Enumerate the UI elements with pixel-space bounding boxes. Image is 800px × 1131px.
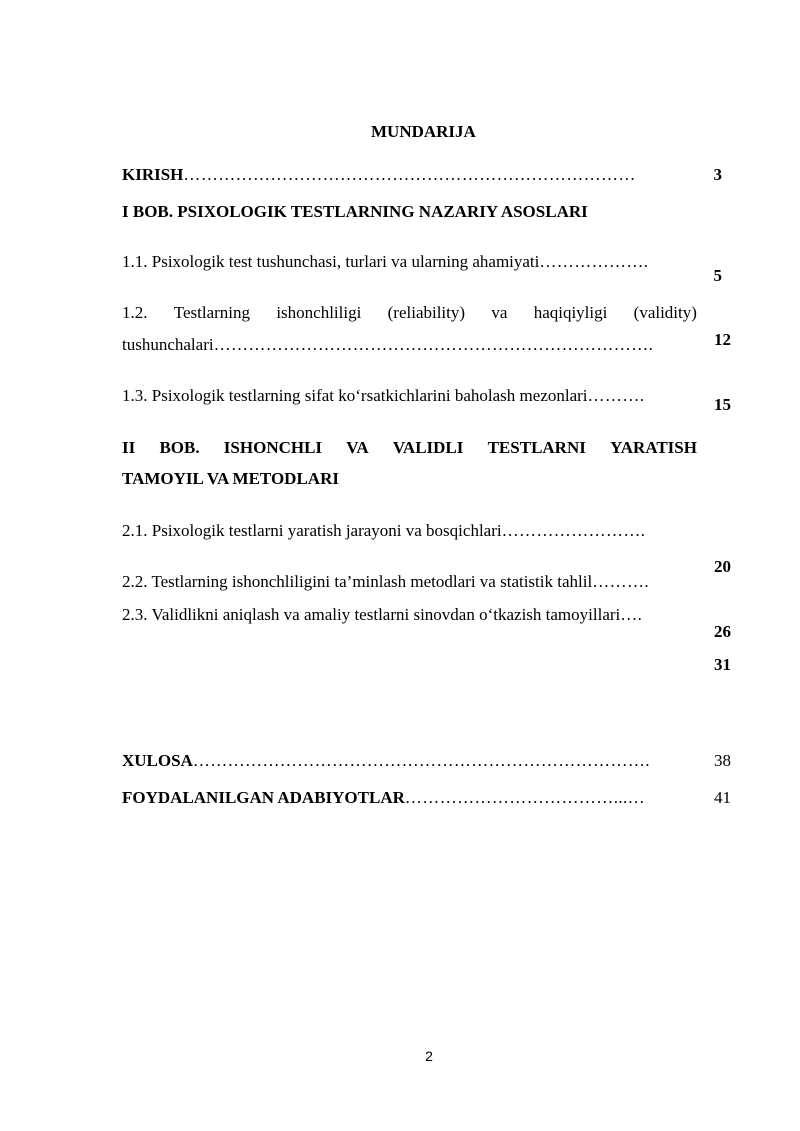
leader-dots: …………………………………………………………………… [183,165,636,184]
page-ref: 5 [713,266,722,285]
chapter-heading-1: I BOB. PSIXOLOGIK TESTLARNING NAZARIY ASOSLARI [122,202,588,221]
page-ref: 41 [714,788,731,807]
leader-dots: …………………………………………………………………. [213,335,654,354]
toc-entry-2-2 [122,572,649,592]
page-ref: 38 [714,751,731,770]
toc-entry-1-3 [122,386,644,406]
toc-entry-text: 2.3. Validlikni aniqlash va amaliy testlarni sinovdan o‘tkazish tamoyillari [122,605,621,624]
toc-entry-1-2-line2 [122,335,653,355]
chapter-heading-2-line1 [122,438,697,458]
word: ishonchliligi [276,303,362,322]
page-ref: 3 [713,165,722,184]
toc-entry-1-2-line1 [122,303,697,323]
toc-entry-text: 1.1. Psixologik test tushunchasi, turlari va ularning ahamiyati [122,252,540,271]
page-number: 2 [425,1048,433,1064]
page-ref: 15 [714,395,731,414]
page-ref: 26 [714,622,731,641]
leader-dots: ……………………………………………………………………. [192,751,650,770]
leader-dots: ……………………. [501,521,646,540]
toc-entry-text: 2.2. Testlarning ishonchliligini ta’minlash metodlari va statistik tahlil [122,572,593,591]
toc-entry-label: KIRISH [122,165,184,184]
word: (reliability) [387,303,466,322]
toc-entry-text: 2.1. Psixologik testlarni yaratish jarayoni va bosqichlari [122,521,502,540]
word: TESTLARNI [487,438,586,457]
toc-entry-text: 1.3. Psixologik testlarning sifat ko‘rsatkichlarini baholash mezonlari [122,386,588,405]
word: YARATISH [610,438,697,457]
word: ISHONCHLI [223,438,323,457]
toc-entry-text: tushunchalari [122,335,214,354]
leader-dots: ………. [592,572,650,591]
toc-entry-xulosa [122,751,650,771]
page-ref: 12 [714,330,731,349]
leader-dots: ………. [587,386,645,405]
toc-entry-references [122,788,645,808]
toc-entry-kirish [122,165,636,185]
word: VALIDLI [392,438,464,457]
chapter-heading-2-line2: TAMOYIL VA METODLARI [122,469,339,488]
word: va [491,303,508,322]
word: II [122,438,136,457]
word: haqiqiyligi [533,303,608,322]
word: 1.2. [122,303,148,322]
leader-dots: ………………………………...… [404,788,646,807]
toc-entry-1-1 [122,252,648,272]
toc-entry-label: FOYDALANILGAN ADABIYOTLAR [122,788,405,807]
toc-title: MUNDARIJA [371,122,476,141]
word: Testlarning [173,303,251,322]
page-ref: 20 [714,557,731,576]
toc-entry-2-3 [122,605,642,625]
leader-dots: …. [620,605,643,624]
word: BOB. [159,438,200,457]
leader-dots: ………………. [539,252,649,271]
toc-entry-2-1 [122,521,645,541]
word: (validity) [633,303,697,322]
toc-entry-label: XULOSA [122,751,193,770]
word: VA [346,438,369,457]
page-ref: 31 [714,655,731,674]
